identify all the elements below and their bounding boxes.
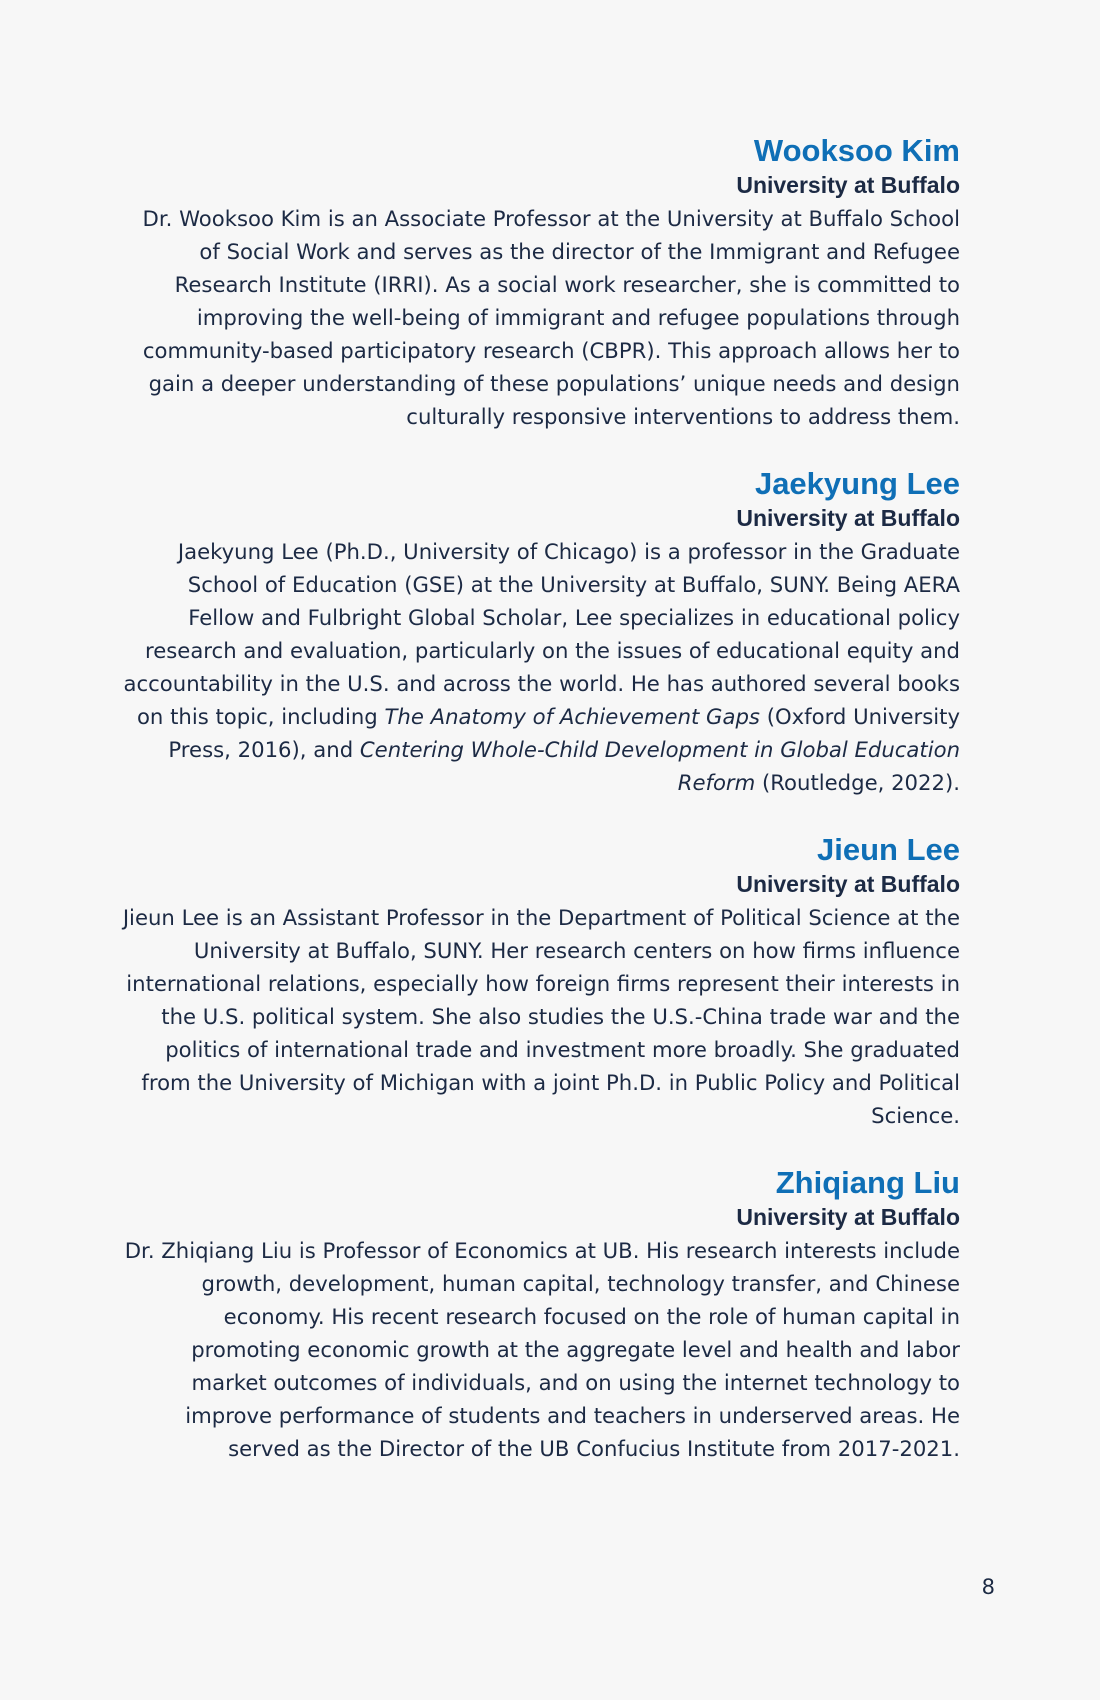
bio-description: Dr. Wooksoo Kim is an Associate Professor at the University at Buffalo School of Social Work and serves as the director of the Immigrant and Refugee Research Institute (IRRI). As a social work researcher, she is committed to improving the well-being of immigrant and refugee populations through community-based participatory research (CBPR). This approach allows her to gain a deeper understanding of these populations’ unique needs and design culturally responsive interventions to address them. [142,206,960,429]
bio-affiliation: University at Buffalo [736,871,960,897]
bio-text-segment: (Oxford University Press, 2016), and [168,704,960,762]
bio-name: Zhiqiang Liu [775,1165,960,1200]
book-title: Centering Whole-Child Development in Global Education Reform [359,737,960,795]
bio-description: Dr. Zhiqiang Liu is Professor of Economics at UB. His research interests include growth, development, human capital, technology transfer, and Chinese economy. His recent research focused on the role of human capital in promoting economic growth at the aggregate level and health and labor market outcomes of individuals, and on using the internet technology to improve performance of students and teachers in underserved areas. He served as the Director of the UB Confucius Institute from 2017-2021. [124,1238,960,1461]
bio-wooksoo-kim [120,131,960,433]
bio-description: Jieun Lee is an Assistant Professor in the Department of Political Science at the University at Buffalo, SUNY. Her research centers on how firms influence international relations, especially how foreign firms represent their interests in the U.S. political system. She also studies the U.S.-China trade war and the politics of international trade and investment more broadly. She graduated from the University of Michigan with a joint Ph.D. in Public Policy and Political Science. [122,905,960,1128]
bio-name: Jaekyung Lee [754,466,960,501]
bio-description [120,535,960,799]
bio-affiliation: University at Buffalo [736,1204,960,1230]
page-number: 8 [981,1575,995,1599]
bio-jieun-lee [120,830,960,1132]
book-title: The Anatomy of Achievement Gaps [384,704,760,729]
bio-zhiqiang-liu [120,1163,960,1465]
bio-text-segment: (Routledge, 2022). [755,770,960,795]
bio-list [120,131,960,1496]
bio-affiliation: University at Buffalo [736,505,960,531]
bio-name: Jieun Lee [817,832,960,867]
bio-text-segment: Jaekyung Lee (Ph.D., University of Chicago) is a professor in the Graduate School of Education (GSE) at the University at Buffalo, SUNY. Being AERA Fellow and Fulbright Global Scholar, Lee specializes in educational policy research and evaluation, particularly on the issues of educational equity and accountability in the U.S. and across the world. He has authored several books on this topic, including [123,539,960,729]
bio-jaekyung-lee [120,464,960,799]
bio-name: Wooksoo Kim [753,133,960,168]
bio-affiliation: University at Buffalo [736,172,960,198]
